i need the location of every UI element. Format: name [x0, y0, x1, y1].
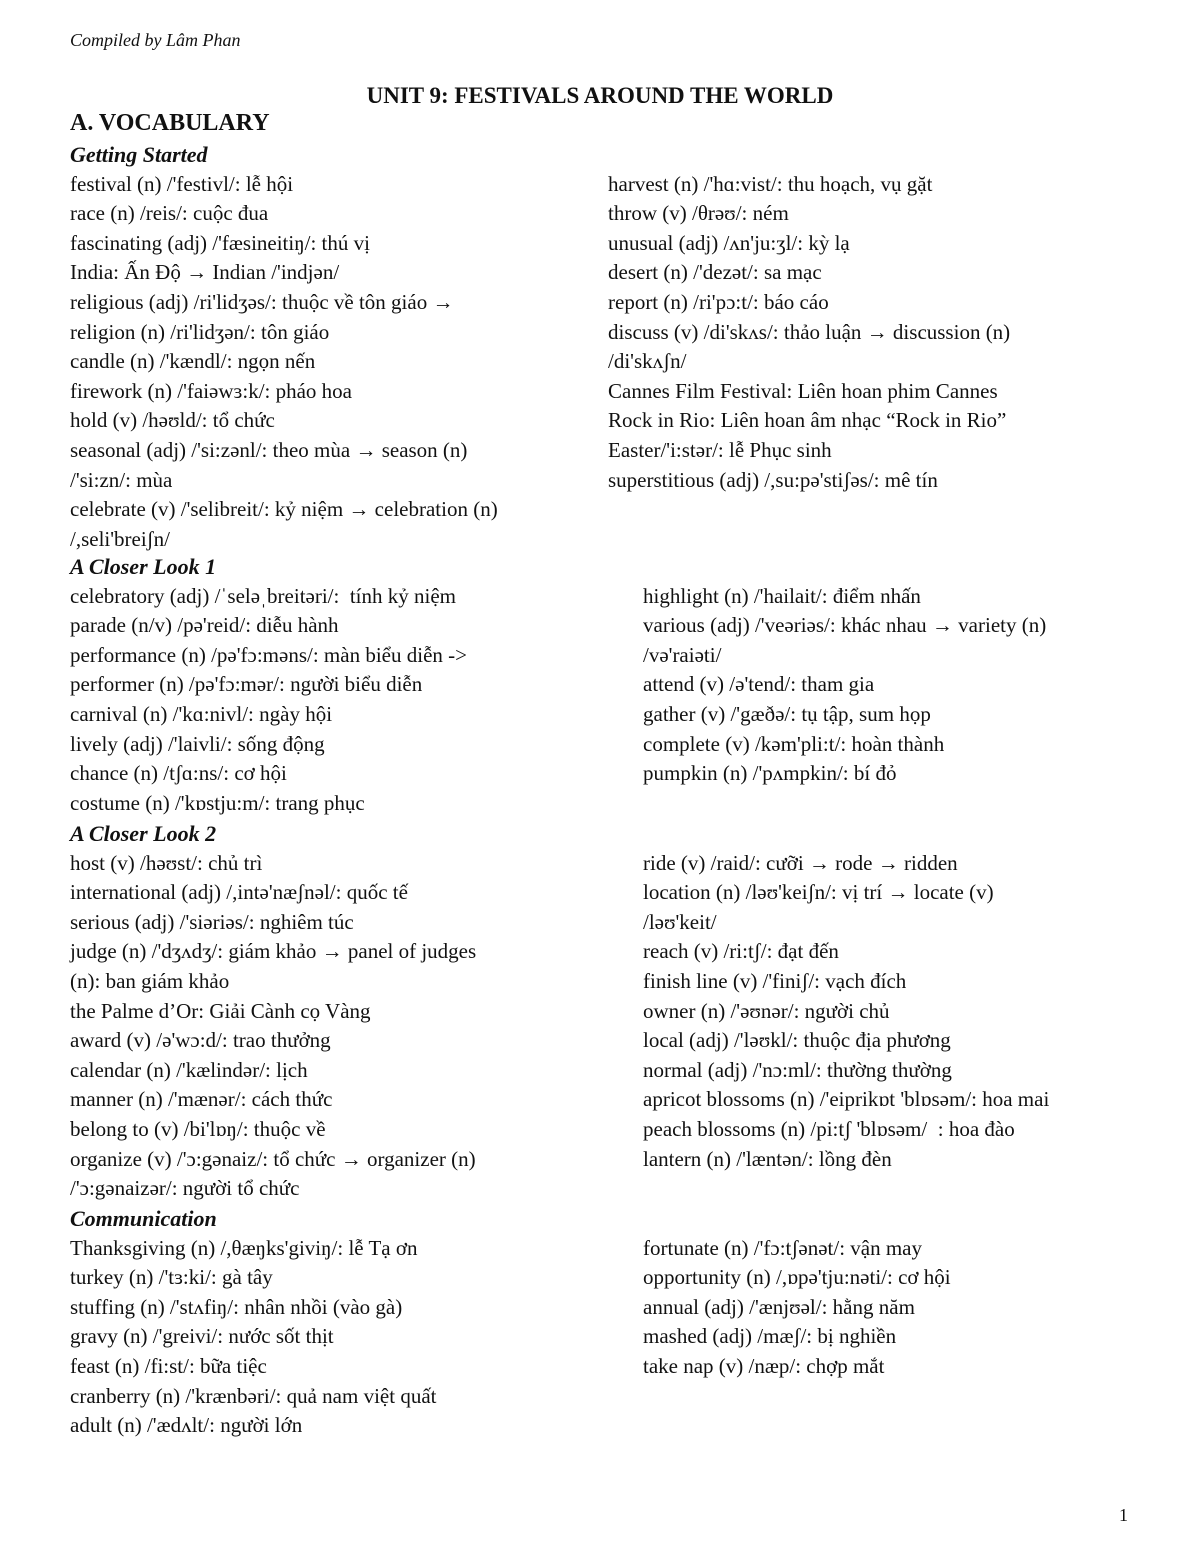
vocab-list-left: [70, 170, 600, 555]
vocabulary-heading: A. VOCABULARY: [70, 110, 270, 136]
vocab-entry: turkey (n) /'tɜ:ki/: gà tây: [70, 1265, 273, 1290]
vocab-entry: (n): ban giám khảo: [70, 968, 230, 993]
vocab-list-left: [70, 1234, 600, 1441]
vocab-entry: stuffing (n) /'stʌfiŋ/: nhân nhồi (vào gà): [70, 1294, 403, 1319]
vocab-entry: local (adj) /'ləʊkl/: thuộc địa phương: [643, 1028, 951, 1053]
section-heading: Getting Started: [70, 142, 208, 167]
vocab-entry: cranberry (n) /'krænbəri/: quả nam việt quất: [70, 1383, 437, 1408]
vocab-entry: /və'raiəti/: [643, 642, 722, 667]
vocab-entry: festival (n) /'festivl/: lễ hội: [70, 171, 294, 196]
vocab-entry: India: Ấn Độ → Indian /'indjən/: [70, 260, 340, 285]
vocab-entry: judge (n) /'dʒʌdʒ/: giám khảo → panel of judges: [70, 939, 477, 964]
vocab-entry: /'si:zn/: mùa: [70, 467, 173, 492]
vocab-entry: Rock in Rio: Liên hoan âm nhạc “Rock in Rio”: [608, 408, 1007, 433]
vocab-entry: peach blossoms (n) /pi:tʃ 'blɒsəm/ : hoa đào: [643, 1116, 1015, 1141]
vocab-entry: apricot blossoms (n) /'eiprikɒt 'blɒsəm/: hoa mai: [643, 1087, 1050, 1112]
vocab-list-right: [643, 849, 1183, 1175]
vocab-entry: take nap (v) /næp/: chợp mắt: [643, 1353, 885, 1378]
vocab-entry: lantern (n) /'læntən/: lồng đèn: [643, 1146, 892, 1171]
vocab-entry: parade (n/v) /pə'reid/: diễu hành: [70, 613, 339, 638]
vocab-entry: desert (n) /'dezət/: sa mạc: [608, 260, 822, 285]
vocab-entry: fascinating (adj) /'fæsineitiŋ/: thú vị: [70, 230, 370, 255]
vocab-entry: harvest (n) /'hɑ:vist/: thu hoạch, vụ gặt: [608, 171, 933, 196]
vocab-entry: calendar (n) /'kælindər/: lịch: [70, 1057, 308, 1082]
vocab-entry: firework (n) /'faiəwɜ:k/: pháo hoa: [70, 378, 353, 403]
vocab-entry: fortunate (n) /'fɔ:tʃənət/: vận may: [643, 1235, 922, 1260]
vocab-entry: performance (n) /pə'fɔ:məns/: màn biểu diễn ->: [70, 642, 467, 667]
vocab-list-right: [643, 582, 1173, 789]
vocab-entry: /di'skʌʃn/: [608, 349, 687, 374]
vocab-entry: the Palme d’Or: Giải Cành cọ Vàng: [70, 998, 371, 1023]
vocab-entry: chance (n) /tʃɑ:ns/: cơ hội: [70, 761, 287, 786]
vocab-entry: religious (adj) /ri'lidʒəs/: thuộc về tôn giáo →: [70, 289, 454, 314]
unit-title: UNIT 9: FESTIVALS AROUND THE WORLD: [366, 83, 834, 108]
section-heading: A Closer Look 2: [70, 821, 217, 846]
vocab-entry: owner (n) /'əʊnər/: người chủ: [643, 998, 890, 1023]
vocab-entry: opportunity (n) /,ɒpə'tju:nəti/: cơ hội: [643, 1265, 951, 1290]
vocab-entry: reach (v) /ri:tʃ/: đạt đến: [643, 939, 839, 964]
vocab-entry: adult (n) /'ædʌlt/: người lớn: [70, 1413, 303, 1438]
vocab-entry: feast (n) /fi:st/: bữa tiệc: [70, 1353, 267, 1378]
section-heading: Communication: [70, 1206, 217, 1231]
vocab-entry: /'ɔ:gənaizər/: người tổ chức: [70, 1176, 300, 1201]
vocab-entry: serious (adj) /'siəriəs/: nghiêm túc: [70, 909, 354, 934]
vocab-entry: various (adj) /'veəriəs/: khác nhau → variety (n): [643, 613, 1047, 638]
vocab-list-left: [70, 582, 600, 819]
vocab-entry: mashed (adj) /mæʃ/: bị nghiền: [643, 1324, 897, 1349]
page-number: 1: [1119, 1505, 1128, 1525]
vocab-entry: highlight (n) /'hailait/: điểm nhấn: [643, 583, 921, 608]
vocab-entry: international (adj) /,intə'næʃnəl/: quốc tế: [70, 880, 408, 905]
vocab-entry: hold (v) /həʊld/: tổ chức: [70, 408, 275, 433]
vocab-entry: Thanksgiving (n) /,θæŋks'giviŋ/: lễ Tạ ơn: [70, 1235, 418, 1260]
vocab-entry: organize (v) /'ɔ:gənaiz/: tổ chức → organizer (n): [70, 1146, 476, 1171]
vocab-entry: gravy (n) /'greivi/: nước sốt thịt: [70, 1324, 334, 1349]
vocab-entry: seasonal (adj) /'si:zənl/: theo mùa → season (n): [70, 437, 468, 462]
vocab-entry: ride (v) /raid/: cưỡi → rode → ridden: [643, 850, 958, 875]
vocab-entry: /,seli'breiʃn/: [70, 526, 171, 551]
vocab-entry: costume (n) /'kɒstju:m/: trang phục: [70, 790, 365, 815]
vocab-entry: gather (v) /'gæðə/: tụ tập, sum họp: [643, 701, 931, 726]
vocab-entry: location (n) /ləʊ'keiʃn/: vị trí → locate (v): [643, 880, 994, 905]
vocab-entry: performer (n) /pə'fɔ:mər/: người biểu diễn: [70, 672, 423, 697]
vocab-entry: celebratory (adj) /ˈseləˌbreitəri/: tính kỷ niệm: [70, 583, 457, 608]
vocab-entry: manner (n) /'mænər/: cách thức: [70, 1087, 333, 1112]
vocab-entry: discuss (v) /di'skʌs/: thảo luận → discussion (n): [608, 319, 1011, 344]
vocab-entry: attend (v) /ə'tend/: tham gia: [643, 672, 875, 697]
vocab-list-right: [608, 170, 1168, 496]
vocab-entry: complete (v) /kəm'pli:t/: hoàn thành: [643, 731, 945, 756]
vocab-entry: Easter/'i:stər/: lễ Phục sinh: [608, 437, 832, 462]
vocab-entry: race (n) /reis/: cuộc đua: [70, 201, 269, 226]
vocab-entry: /ləʊ'keit/: [643, 909, 717, 934]
section-heading: A Closer Look 1: [70, 554, 217, 579]
compiled-by: Compiled by Lâm Phan: [70, 30, 241, 50]
vocab-entry: normal (adj) /'nɔ:ml/: thường thường: [643, 1057, 952, 1082]
vocab-entry: pumpkin (n) /'pʌmpkin/: bí đỏ: [643, 761, 897, 786]
vocab-entry: throw (v) /θrəʊ/: ném: [608, 201, 789, 226]
vocab-entry: belong to (v) /bi'lɒŋ/: thuộc về: [70, 1116, 326, 1141]
vocab-entry: religion (n) /ri'lidʒən/: tôn giáo: [70, 319, 330, 344]
vocab-entry: superstitious (adj) /,su:pə'stiʃəs/: mê tín: [608, 467, 938, 492]
vocab-list-right: [643, 1234, 1173, 1382]
vocab-entry: report (n) /ri'pɔ:t/: báo cáo: [608, 289, 829, 314]
vocab-entry: finish line (v) /'finiʃ/: vạch đích: [643, 968, 907, 993]
vocab-entry: lively (adj) /'laivli/: sống động: [70, 731, 325, 756]
vocab-entry: Cannes Film Festival: Liên hoan phim Cannes: [608, 378, 998, 403]
vocab-entry: candle (n) /'kændl/: ngọn nến: [70, 349, 316, 374]
vocab-entry: award (v) /ə'wɔ:d/: trao thưởng: [70, 1028, 331, 1053]
vocab-entry: celebrate (v) /'selibreit/: kỷ niệm → celebration (n): [70, 497, 498, 522]
vocab-entry: annual (adj) /'ænjʊəl/: hằng năm: [643, 1294, 915, 1319]
vocab-entry: host (v) /həʊst/: chủ trì: [70, 850, 263, 875]
vocab-entry: carnival (n) /'kɑ:nivl/: ngày hội: [70, 701, 333, 726]
vocab-list-left: [70, 849, 600, 1204]
vocab-entry: unusual (adj) /ʌn'ju:ʒl/: kỳ lạ: [608, 230, 850, 255]
